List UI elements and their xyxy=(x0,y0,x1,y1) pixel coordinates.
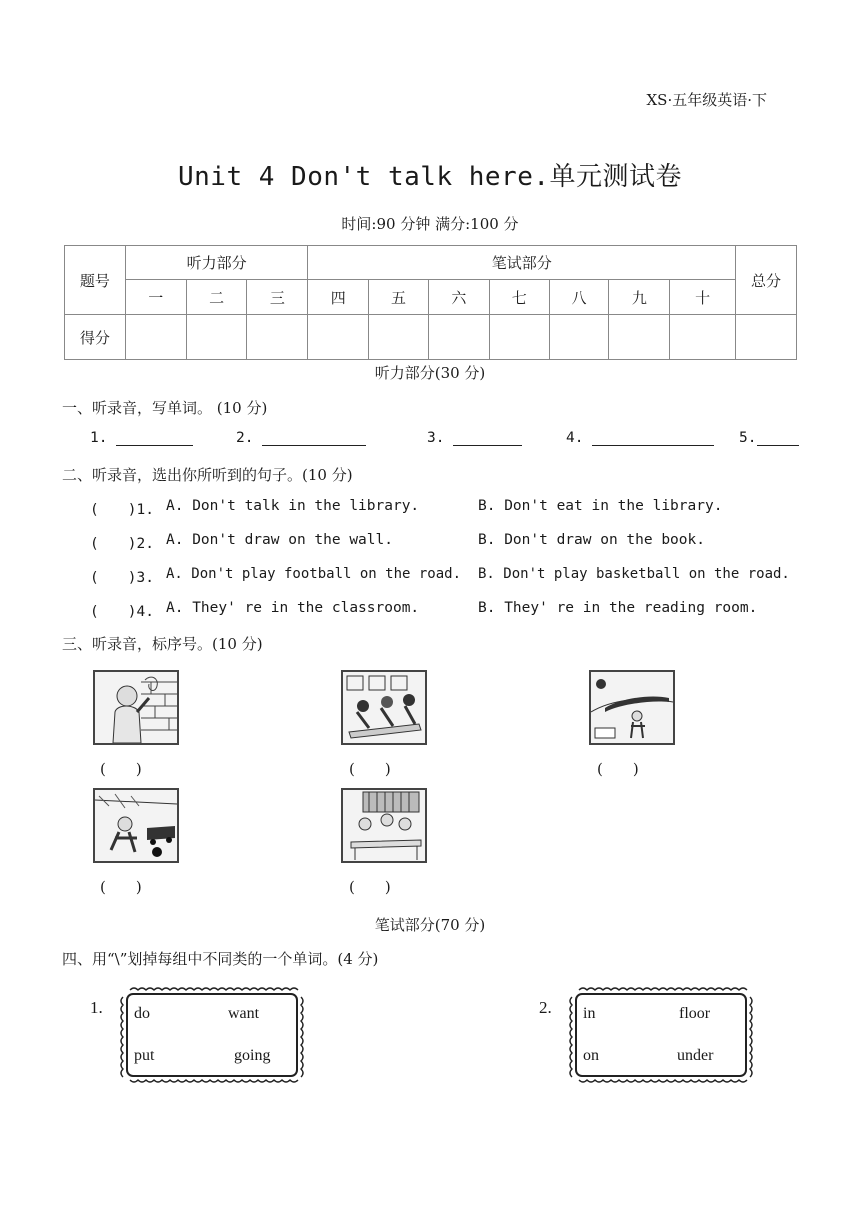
picture-reading-room xyxy=(341,788,427,863)
listening-heading: 听力部分(30 分) xyxy=(374,364,486,382)
answer-paren[interactable]: ( ) xyxy=(597,760,639,778)
col-number: 四 xyxy=(308,280,369,315)
score-cell[interactable] xyxy=(609,315,670,360)
col-number: 五 xyxy=(369,280,429,315)
picture-classroom-scene xyxy=(341,670,427,745)
answer-paren[interactable]: ( ) xyxy=(100,760,142,778)
word[interactable]: put xyxy=(134,1047,155,1064)
section2-title: 二、听录音，选出你所听到的句子。(10 分) xyxy=(62,466,353,484)
blank-label: 3. xyxy=(427,430,445,446)
score-cell[interactable] xyxy=(736,315,797,360)
option-a[interactable]: A. Don't talk in the library. xyxy=(166,498,420,514)
answer-paren[interactable]: ( ) xyxy=(100,878,142,896)
group-number: 2. xyxy=(539,998,552,1017)
option-a[interactable]: A. They' re in the classroom. xyxy=(166,600,420,616)
option-b[interactable]: B. Don't eat in the library. xyxy=(478,498,723,514)
header-tag: XS·五年级英语·下 xyxy=(646,91,767,109)
score-cell[interactable] xyxy=(186,315,247,360)
option-a[interactable]: A. Don't draw on the wall. xyxy=(166,532,393,548)
col-number: 十 xyxy=(670,280,736,315)
word[interactable]: want xyxy=(228,1005,260,1022)
col-number: 九 xyxy=(609,280,670,315)
score-table xyxy=(64,245,797,360)
word[interactable]: do xyxy=(134,1005,150,1022)
answer-blank-5[interactable] xyxy=(757,432,799,446)
question-number: ( )1. xyxy=(90,502,154,518)
answer-blank-2[interactable] xyxy=(262,432,366,446)
answer-paren[interactable]: ( ) xyxy=(349,760,391,778)
score-cell[interactable] xyxy=(489,315,549,360)
word-group-2 xyxy=(567,985,755,1085)
section3-title: 三、听录音，标序号。(10 分) xyxy=(62,635,263,653)
blank-label: 2. xyxy=(236,430,254,446)
question-number: ( )3. xyxy=(90,570,154,586)
blank-label: 1. xyxy=(90,430,108,446)
answer-blank-4[interactable] xyxy=(592,432,714,446)
writing-label: 笔试部分 xyxy=(308,246,736,280)
section1-title: 一、听录音，写单词。 (10 分) xyxy=(62,399,268,417)
option-b[interactable]: B. Don't play basketball on the road. xyxy=(478,566,790,582)
group-number: 1. xyxy=(90,998,103,1017)
col-number: 一 xyxy=(125,280,186,315)
col-number: 二 xyxy=(186,280,247,315)
question-number: ( )4. xyxy=(90,604,154,620)
section4-title: 四、用“\”划掉每组中不同类的一个单词。(4 分) xyxy=(62,950,379,968)
total-label: 总分 xyxy=(736,246,797,315)
score-cell[interactable] xyxy=(308,315,369,360)
score-cell[interactable] xyxy=(247,315,308,360)
option-b[interactable]: B. They' re in the reading room. xyxy=(478,600,758,616)
answer-blank-3[interactable] xyxy=(453,432,522,446)
score-cell[interactable] xyxy=(369,315,429,360)
word[interactable]: going xyxy=(234,1047,271,1064)
word[interactable]: floor xyxy=(679,1005,711,1022)
listening-label: 听力部分 xyxy=(125,246,307,280)
exam-info: 时间:90 分钟 满分:100 分 xyxy=(341,215,519,233)
word[interactable]: under xyxy=(677,1047,714,1064)
picture-football-on-road xyxy=(93,788,179,863)
word[interactable]: on xyxy=(583,1047,599,1064)
answer-paren[interactable]: ( ) xyxy=(349,878,391,896)
writing-heading: 笔试部分(70 分) xyxy=(374,916,486,934)
score-cell[interactable] xyxy=(670,315,736,360)
question-label: 题号 xyxy=(65,246,126,315)
page-title: Unit 4 Don't talk here.单元测试卷 xyxy=(177,162,683,192)
answer-blank-1[interactable] xyxy=(116,432,193,446)
col-number: 八 xyxy=(549,280,609,315)
score-cell[interactable] xyxy=(428,315,489,360)
option-a[interactable]: A. Don't play football on the road. xyxy=(166,566,462,582)
question-number: ( )2. xyxy=(90,536,154,552)
col-number: 七 xyxy=(489,280,549,315)
col-number: 三 xyxy=(247,280,308,315)
score-cell[interactable] xyxy=(549,315,609,360)
score-cell[interactable] xyxy=(125,315,186,360)
col-number: 六 xyxy=(428,280,489,315)
score-label: 得分 xyxy=(65,315,126,360)
picture-kids-walking-on-grass xyxy=(589,670,675,745)
blank-label: 4. xyxy=(566,430,584,446)
option-b[interactable]: B. Don't draw on the book. xyxy=(478,532,705,548)
word-group-1 xyxy=(118,985,306,1085)
word[interactable]: in xyxy=(583,1005,596,1022)
picture-boy-drawing-on-wall xyxy=(93,670,179,745)
blank-label: 5. xyxy=(739,430,757,446)
